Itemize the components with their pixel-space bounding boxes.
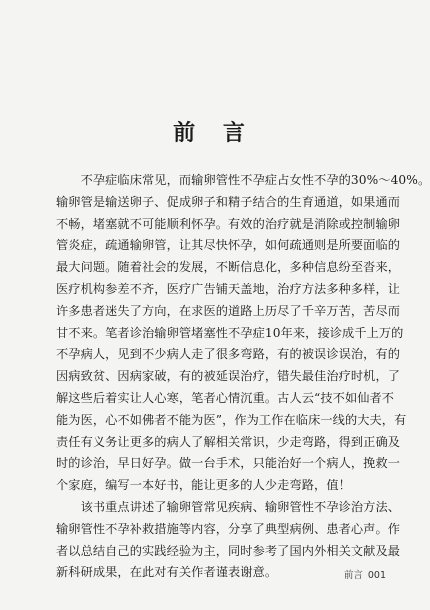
text-line: 该书重点讲述了输卵管常见疾病、输卵管性不孕诊治方法、 (56, 499, 401, 514)
text-line: 新科研成果，在此对有关作者谨表谢意。 (56, 565, 278, 580)
text-line: 解这些后着实让人心寒，笔者心情沉重。古人云“技不如仙者不 (56, 390, 395, 405)
text-line: 输卵管性不孕补救措施等内容，分享了典型病例、患者心声。作 (56, 521, 401, 536)
text-line: 责任有义务让更多的病人了解相关常识，少走弯路，得到正确及 (56, 434, 401, 449)
body-text (56, 170, 430, 584)
text-line: 不孕症临床常见，而输卵管性不孕症占女性不孕的30%～40%。 (56, 173, 430, 187)
text-line: 者以总结自己的实践经验为主，同时参考了国内外相关文献及最 (56, 543, 401, 558)
text-line: 能为医，心不如佛者不能为医”，作为工作在临床一线的大夫，有 (56, 412, 407, 427)
text-line: 输卵管是输送卵子、促成卵子和精子结合的生育通道，如果通而 (56, 194, 401, 209)
text-line: 甘不来。笔者诊治输卵管堵塞性不孕症10年来，接诊成千上万的 (56, 325, 404, 340)
text-line: 医疗机构参差不齐，医疗广告铺天盖地，治疗方法多种多样，让 (56, 281, 401, 296)
page-number: 001 (367, 570, 386, 581)
text-line: 许多患者迷失了方向，在求医的道路上历尽了千辛万苦，苦尽而 (56, 303, 401, 318)
page-footer (344, 567, 386, 581)
text-line: 个家庭，编写一本好书，能让更多的人少走弯路，值！ (56, 478, 351, 493)
text-line: 因病致贫、因病家破，有的被延误治疗，错失最佳治疗时机，了 (56, 369, 401, 384)
text-line: 时的诊治，早日好孕。做一台手术，只能治好一个病人，挽救一 (56, 456, 401, 471)
text-line: 最大问题。随着社会的发展，不断信息化，多种信息纷至沓来， (56, 260, 401, 275)
paragraph-2 (56, 497, 401, 584)
footer-section-label: 前言 (343, 570, 363, 581)
paragraph-1 (56, 170, 430, 497)
page-title: 前 言 (173, 121, 255, 146)
text-line: 不畅，堵塞就不可能顺利怀孕。有效的治疗就是消除或控制输卵 (56, 216, 401, 231)
text-line: 不孕病人，见到不少病人走了很多弯路，有的被误诊误治，有的 (56, 347, 401, 362)
text-line: 管炎症，疏通输卵管，让其尽快怀孕，如何疏通则是所要面临的 (56, 238, 401, 253)
